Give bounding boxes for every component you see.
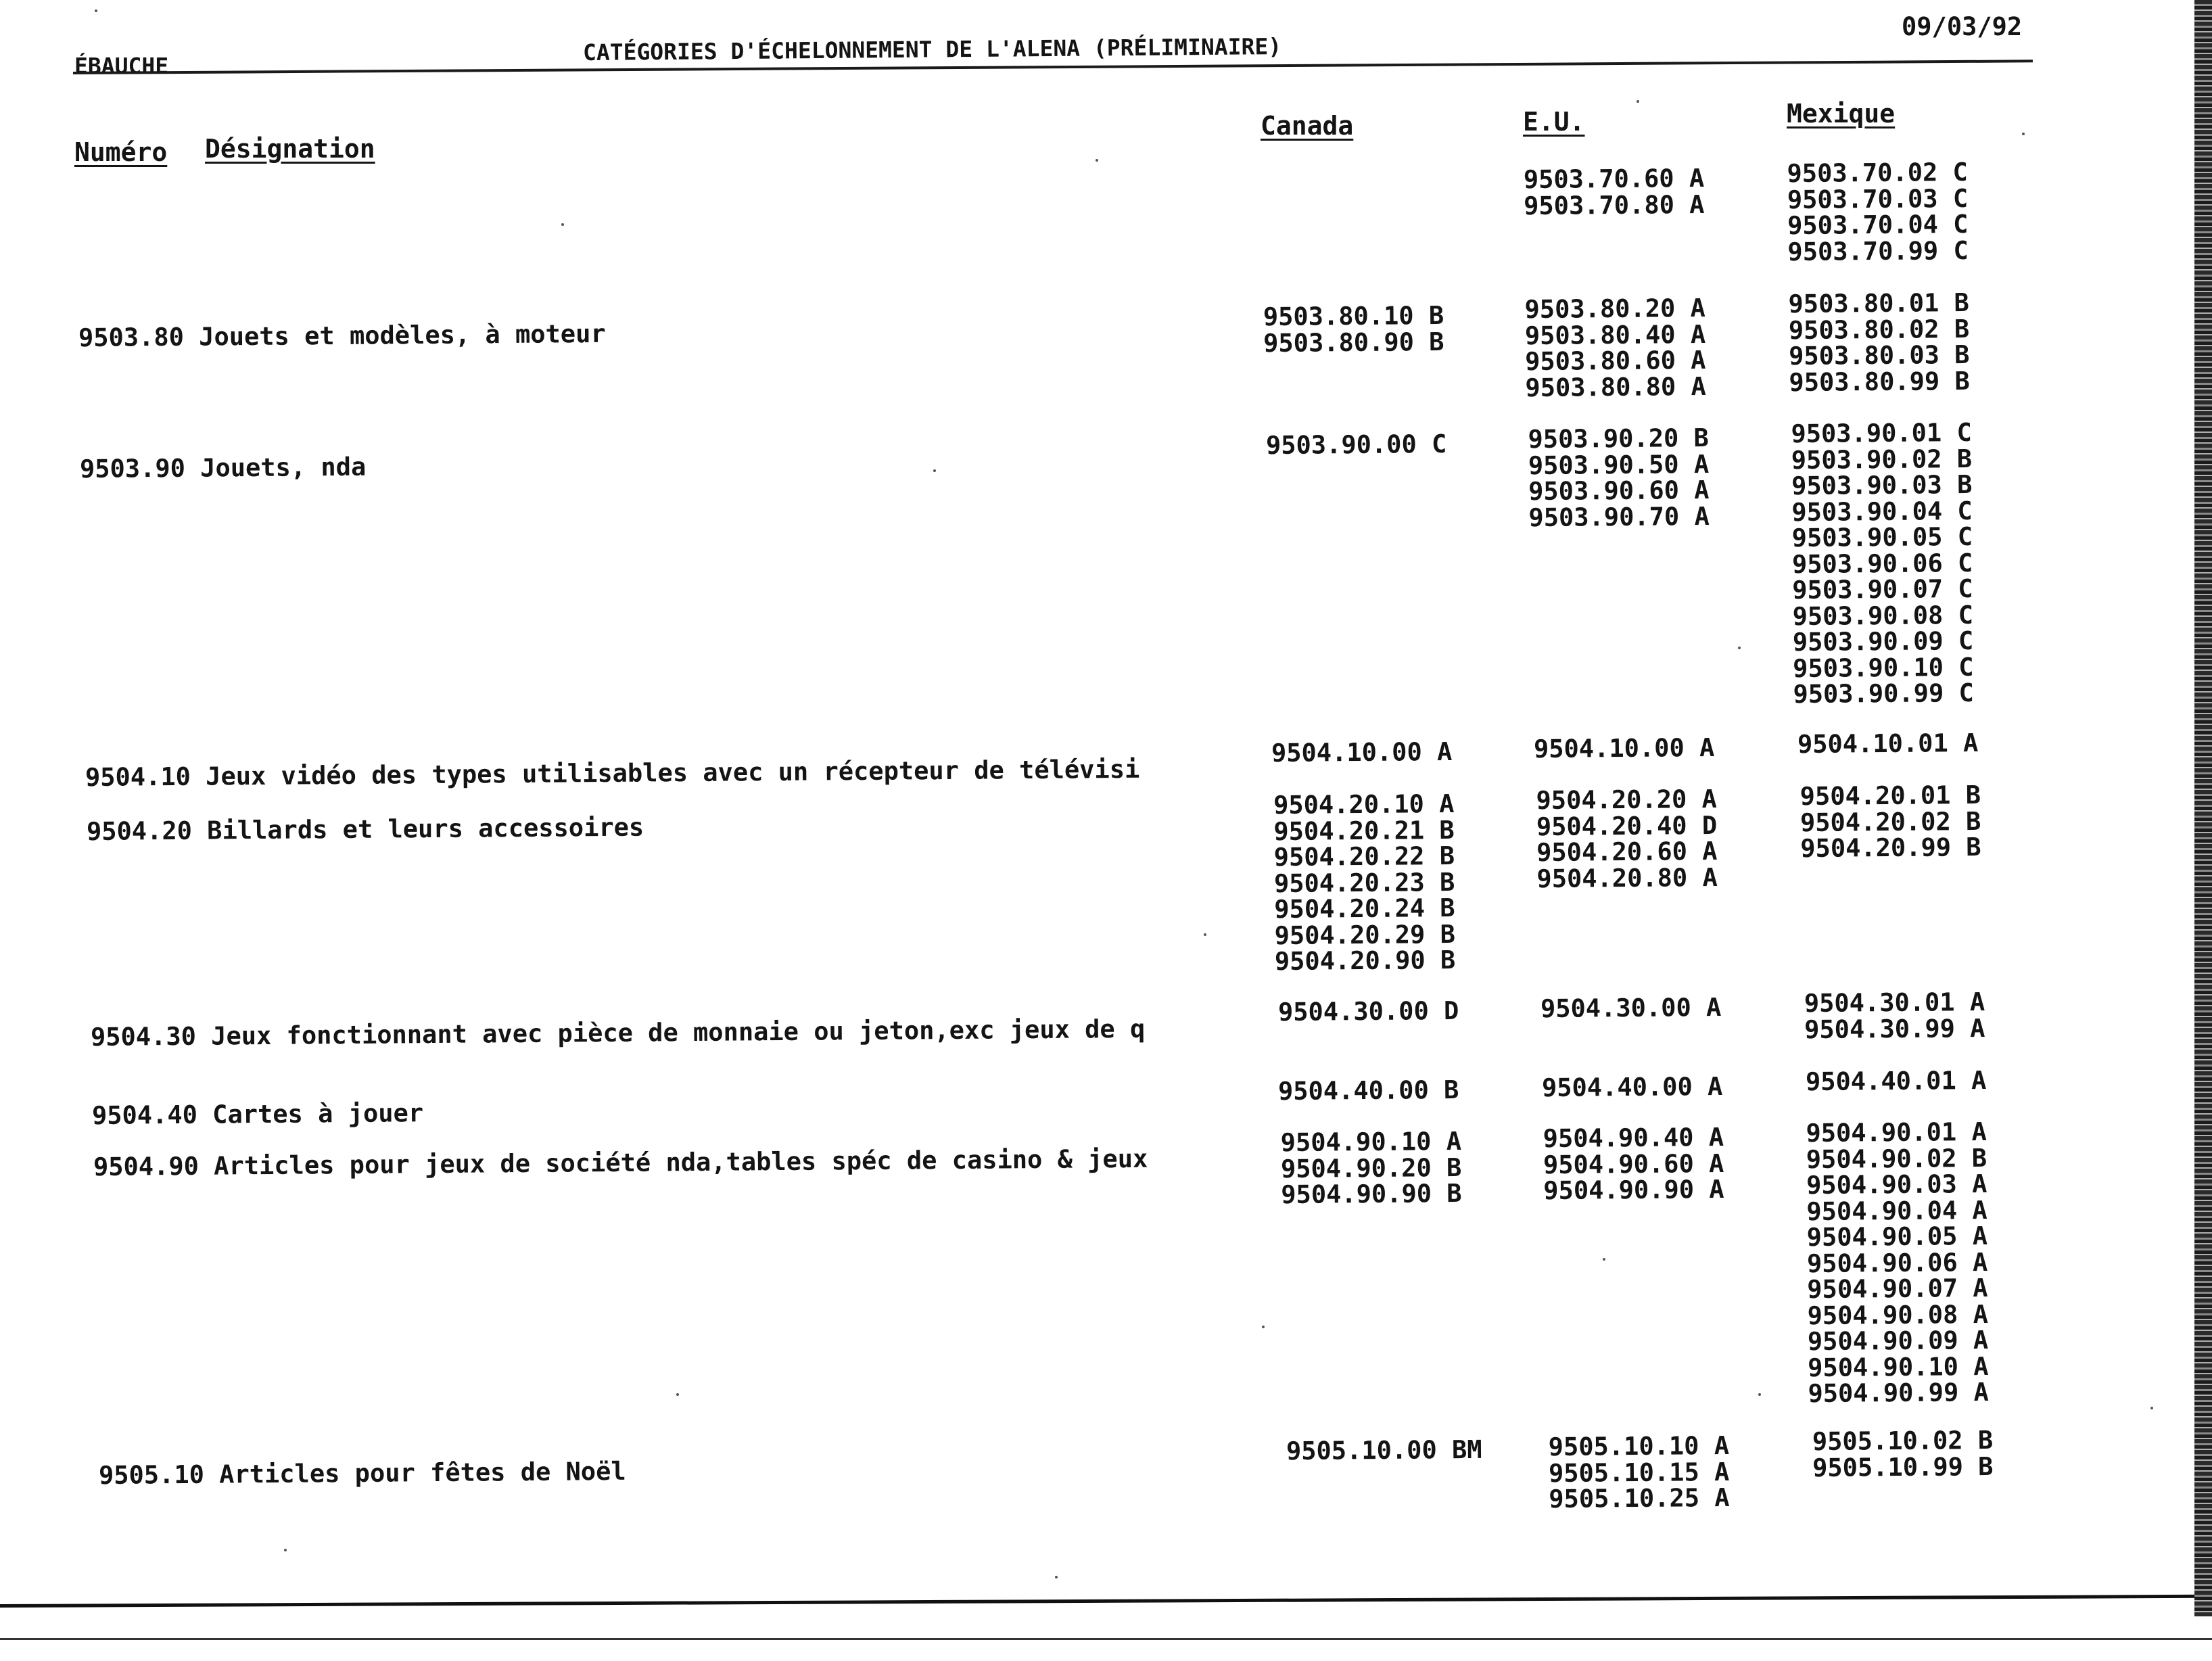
canada-codes <box>1263 300 1444 358</box>
us-code: 9503.90.20 B <box>1528 423 1710 454</box>
footer-rule <box>0 1595 2205 1608</box>
us-codes <box>1536 784 1718 893</box>
us-codes <box>1523 163 1705 220</box>
scan-speck <box>933 469 936 472</box>
tariff-designation: Billards et leurs accessoires <box>207 812 644 845</box>
canada-code: 9504.20.29 B <box>1274 919 1456 950</box>
scan-speck <box>1204 933 1206 936</box>
tariff-number: 9504.40 <box>91 1100 198 1130</box>
row-description <box>93 1144 1155 1182</box>
mexico-code: 9503.80.03 B <box>1788 340 1970 371</box>
scan-speck <box>1637 100 1639 103</box>
mexico-code: 9504.20.99 B <box>1800 832 1981 864</box>
mexico-codes <box>1812 1425 1994 1482</box>
mexico-code: 9504.20.01 B <box>1799 780 1981 812</box>
us-code: 9504.90.90 A <box>1543 1174 1724 1206</box>
mexico-code: 9503.80.01 B <box>1788 287 1970 319</box>
canada-codes <box>1278 998 1459 1026</box>
tariff-number: 9503.90 <box>79 453 186 484</box>
canada-code: 9504.90.10 A <box>1280 1126 1462 1158</box>
us-codes <box>1541 1071 1723 1103</box>
row-description <box>91 1014 1155 1052</box>
column-header-us: E.U. <box>1523 107 1585 137</box>
us-code: 9505.10.15 A <box>1548 1457 1730 1488</box>
mexico-codes <box>1797 730 1979 758</box>
us-codes <box>1548 1430 1730 1514</box>
row-description <box>99 1453 1155 1490</box>
mexico-code: 9503.90.05 C <box>1791 521 1973 553</box>
us-code: 9503.80.20 A <box>1524 293 1706 325</box>
us-code: 9503.90.50 A <box>1528 449 1710 480</box>
us-codes <box>1524 293 1706 402</box>
canada-codes <box>1273 791 1455 975</box>
us-code: 9504.40.00 A <box>1541 1071 1723 1103</box>
scan-speck <box>2150 1407 2153 1409</box>
mexico-code: 9503.90.07 C <box>1792 574 1973 605</box>
us-code: 9503.70.80 A <box>1523 189 1705 220</box>
tariff-number: 9504.20 <box>86 816 193 846</box>
scan-speck <box>1738 647 1741 649</box>
canada-code: 9504.90.90 B <box>1281 1178 1462 1210</box>
row-description <box>85 755 1155 792</box>
mexico-code: 9504.10.01 A <box>1797 728 1979 759</box>
scan-speck <box>1262 1326 1265 1328</box>
canada-code: 9503.80.90 B <box>1263 327 1444 358</box>
draft-label: ÉBAUCHE <box>74 53 169 79</box>
scan-speck <box>1055 1576 1058 1578</box>
mexico-code: 9503.70.99 C <box>1787 235 1969 266</box>
canada-codes <box>1280 1126 1462 1210</box>
mexico-code: 9503.90.03 B <box>1791 469 1973 501</box>
document-date: 09/03/92 <box>1902 12 2023 41</box>
mexico-code: 9503.70.02 C <box>1787 157 1969 189</box>
header-rule <box>73 60 2033 74</box>
scan-speck <box>1603 1258 1605 1261</box>
canada-codes <box>1286 1434 1482 1466</box>
scan-speck <box>676 1393 679 1396</box>
mexico-code: 9503.90.02 B <box>1791 444 1973 475</box>
canada-code: 9504.10.00 A <box>1271 736 1453 768</box>
us-codes <box>1533 732 1715 764</box>
mexico-code: 9504.90.06 A <box>1806 1247 1988 1278</box>
canada-codes <box>1271 736 1453 768</box>
mexico-code: 9503.90.10 C <box>1793 652 1974 683</box>
us-code: 9504.20.20 A <box>1536 784 1718 816</box>
mexico-code: 9503.80.99 B <box>1789 366 1970 397</box>
us-code: 9504.20.40 D <box>1536 810 1718 841</box>
mexico-code: 9504.90.08 A <box>1807 1299 1989 1330</box>
mexico-code: 9504.30.99 A <box>1804 1013 1985 1044</box>
us-code: 9504.10.00 A <box>1533 732 1715 764</box>
canada-codes <box>1266 431 1447 459</box>
scan-speck <box>95 9 97 12</box>
scan-speck <box>1758 1393 1761 1396</box>
tariff-designation: Jouets, nda <box>200 452 367 483</box>
us-code: 9504.20.80 A <box>1536 862 1718 893</box>
canada-code: 9504.20.24 B <box>1274 893 1455 925</box>
canada-code: 9504.20.21 B <box>1273 815 1455 846</box>
canada-code: 9503.90.00 C <box>1265 429 1447 461</box>
mexico-code: 9504.90.10 A <box>1808 1351 1989 1382</box>
canada-code: 9504.40.00 B <box>1277 1075 1459 1106</box>
us-codes <box>1543 1122 1724 1206</box>
us-code: 9503.90.60 A <box>1528 475 1710 507</box>
scan-speck <box>1096 159 1098 162</box>
mexico-code: 9503.80.02 B <box>1788 314 1970 345</box>
canada-code: 9504.20.90 B <box>1274 945 1456 977</box>
mexico-codes <box>1806 1119 1989 1407</box>
mexico-codes <box>1800 782 1981 862</box>
us-code: 9503.80.40 A <box>1524 319 1706 350</box>
column-header-canada: Canada <box>1261 111 1354 141</box>
row-description <box>92 1093 1155 1130</box>
us-code: 9504.90.40 A <box>1543 1122 1724 1154</box>
mexico-code: 9504.90.09 A <box>1807 1325 1989 1357</box>
mexico-code: 9504.90.04 A <box>1806 1195 1987 1226</box>
mexico-code: 9504.40.01 A <box>1805 1065 1987 1097</box>
mexico-code: 9504.90.99 A <box>1808 1377 1989 1409</box>
mexico-codes <box>1804 989 1985 1043</box>
canada-code: 9504.30.00 D <box>1277 996 1459 1027</box>
mexico-code: 9504.20.02 B <box>1799 806 1981 837</box>
mexico-codes <box>1791 417 1974 709</box>
row-description <box>80 446 1155 484</box>
row-description <box>87 809 1155 846</box>
us-code: 9505.10.10 A <box>1548 1430 1730 1462</box>
tariff-number: 9503.80 <box>78 322 185 352</box>
mexico-code: 9503.90.01 C <box>1791 417 1972 449</box>
mexico-code: 9503.90.09 C <box>1792 626 1974 657</box>
canada-codes <box>1278 1077 1459 1105</box>
mexico-code: 9503.70.04 C <box>1787 209 1969 241</box>
us-code: 9503.80.60 A <box>1524 345 1706 377</box>
us-code: 9503.80.80 A <box>1525 371 1706 402</box>
tariff-designation: Articles pour jeux de société nda,tables spéc de casino & jeux <box>214 1144 1148 1181</box>
mexico-code: 9504.90.03 A <box>1806 1169 1987 1200</box>
mexico-codes <box>1805 1065 1987 1097</box>
tariff-number: 9505.10 <box>98 1459 205 1490</box>
us-code: 9504.30.00 A <box>1540 992 1722 1024</box>
scan-speck <box>561 223 564 226</box>
scan-speck <box>284 1549 287 1551</box>
tariff-number: 9504.90 <box>93 1151 199 1182</box>
canada-code: 9504.20.22 B <box>1273 841 1455 872</box>
canada-code: 9504.90.20 B <box>1280 1152 1462 1184</box>
tariff-designation: Jeux fonctionnant avec pièce de monnaie ou jeton,exc jeux de q <box>211 1014 1146 1051</box>
mexico-code: 9504.90.01 A <box>1806 1117 1987 1148</box>
us-code: 9503.70.60 A <box>1523 163 1705 195</box>
scan-speck <box>2022 133 2025 135</box>
mexico-code: 9504.30.01 A <box>1804 987 1985 1019</box>
mexico-codes <box>1787 157 1969 266</box>
us-codes <box>1540 992 1722 1024</box>
column-header-mexico: Mexique <box>1787 99 1896 128</box>
column-header-number: Numéro <box>74 137 168 167</box>
mexico-code: 9505.10.99 B <box>1812 1451 1994 1482</box>
mexico-code: 9505.10.02 B <box>1812 1425 1994 1457</box>
canada-code: 9504.20.10 A <box>1273 789 1455 820</box>
mexico-code: 9503.90.08 C <box>1792 600 1974 631</box>
canada-code: 9505.10.00 BM <box>1286 1434 1482 1466</box>
tariff-designation: Articles pour fêtes de Noël <box>219 1456 626 1489</box>
scan-edge <box>2194 0 2212 1616</box>
column-header-designation: Désignation <box>205 134 375 164</box>
row-description <box>78 314 1155 352</box>
mexico-code: 9504.90.07 A <box>1807 1273 1988 1305</box>
mexico-code: 9503.90.04 C <box>1791 496 1973 527</box>
mexico-codes <box>1788 287 1970 397</box>
us-code: 9503.90.70 A <box>1528 501 1710 532</box>
mexico-code: 9504.90.05 A <box>1806 1221 1988 1253</box>
document-title: CATÉGORIES D'ÉCHELONNEMENT DE L'ALENA (PRÉLIMINAIRE) <box>582 32 1282 66</box>
mexico-code: 9504.90.02 B <box>1806 1143 1987 1174</box>
footer-rule-secondary <box>0 1638 2212 1640</box>
mexico-code: 9503.70.03 C <box>1787 183 1969 214</box>
tariff-number: 9504.30 <box>90 1021 197 1052</box>
tariff-designation: Jeux vidéo des types utilisables avec un récepteur de télévisi <box>206 754 1140 791</box>
us-codes <box>1528 425 1710 531</box>
tariff-number: 9504.10 <box>85 762 191 792</box>
mexico-code: 9503.90.99 C <box>1793 678 1974 709</box>
tariff-designation: Cartes à jouer <box>212 1098 424 1129</box>
tariff-designation: Jouets et modèles, à moteur <box>199 319 606 352</box>
canada-code: 9504.20.23 B <box>1273 867 1455 898</box>
us-code: 9504.20.60 A <box>1536 836 1718 868</box>
mexico-code: 9503.90.06 C <box>1791 548 1973 579</box>
canada-code: 9503.80.10 B <box>1263 300 1444 332</box>
us-code: 9505.10.25 A <box>1549 1482 1730 1514</box>
us-code: 9504.90.60 A <box>1543 1148 1724 1179</box>
